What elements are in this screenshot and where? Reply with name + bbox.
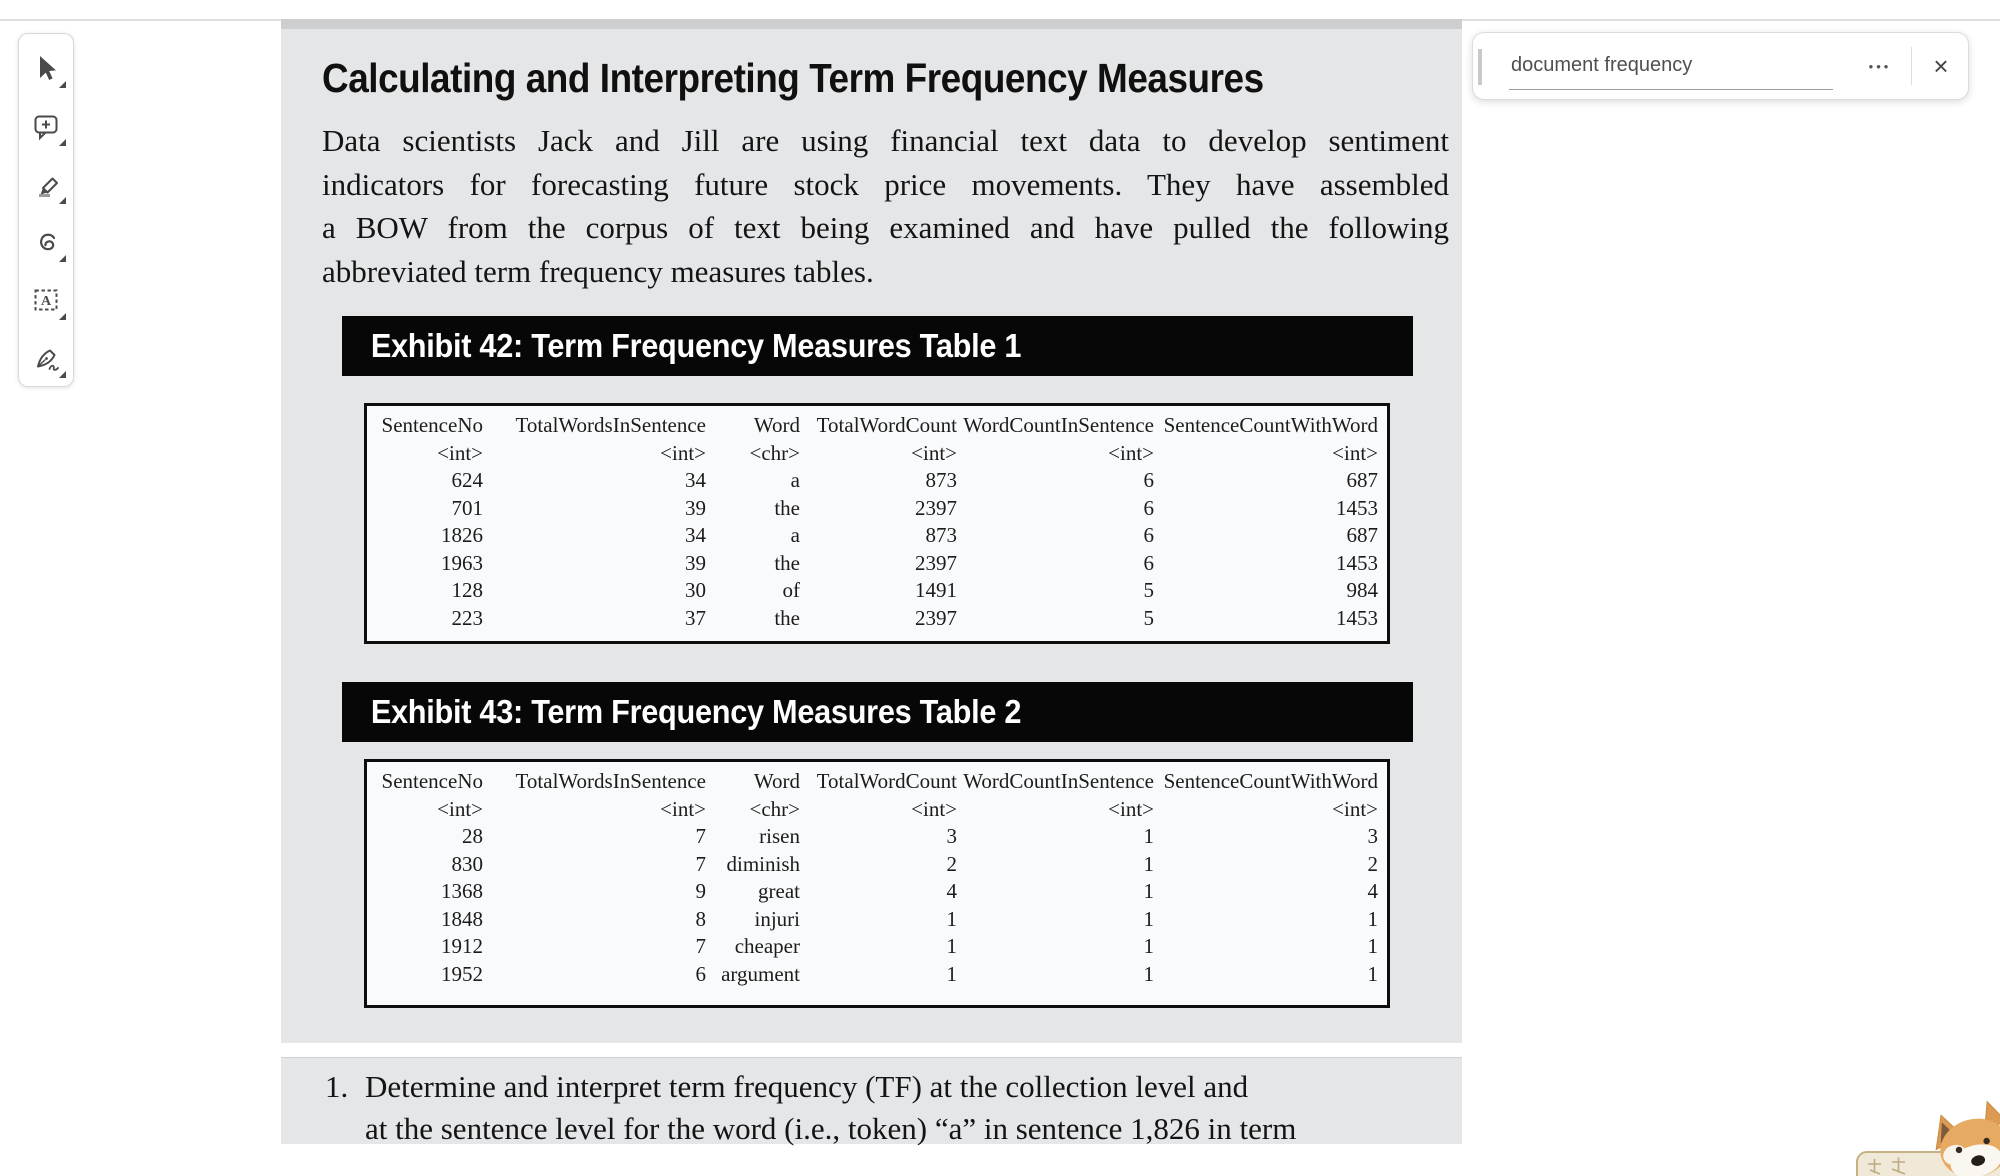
table-cell: 984 — [1346, 578, 1378, 603]
text-selection-icon — [31, 285, 61, 315]
table-cell: 1453 — [1336, 495, 1378, 520]
table-header-row — [367, 412, 1387, 440]
page-gap-bar — [281, 19, 1462, 29]
draw-freehand-tool-button[interactable] — [19, 213, 73, 271]
table-cell: cheaper — [734, 934, 800, 959]
exhibit-42-table — [364, 403, 1390, 644]
table-cell: WordCountInSentence — [963, 413, 1154, 438]
close-icon: × — [1933, 50, 1949, 81]
table-cell: SentenceNo — [381, 769, 483, 794]
highlighter-icon — [31, 169, 61, 199]
table-cell: 9 — [695, 879, 706, 904]
table-cell: 1453 — [1336, 550, 1378, 575]
table-cell: 873 — [925, 468, 957, 493]
table-cell: the — [774, 605, 800, 630]
more-options-button[interactable] — [1857, 33, 1903, 99]
table-cell: <int> — [1108, 796, 1154, 821]
tool-dropdown-indicator — [59, 81, 66, 88]
intro-line: a BOW from the corpus of text being examined and have pulled the following — [322, 210, 1449, 245]
table-cell: 1491 — [915, 578, 957, 603]
tool-dropdown-indicator — [59, 255, 66, 262]
table-cell: 5 — [1143, 578, 1154, 603]
search-input-underline — [1509, 89, 1833, 90]
table-cell: 4 — [946, 879, 957, 904]
table-cell: SentenceNo — [381, 413, 483, 438]
table-row — [367, 961, 1387, 989]
select-text-area-tool-button[interactable] — [19, 271, 73, 329]
search-input[interactable] — [1511, 47, 1829, 83]
table-cell: 624 — [451, 468, 483, 493]
table-cell: 830 — [451, 851, 483, 876]
table-cell: 1 — [1143, 879, 1154, 904]
table-cell: Word — [753, 413, 800, 438]
intro-paragraph — [322, 119, 1449, 293]
table-cell: 34 — [685, 468, 706, 493]
table-header-row — [367, 768, 1387, 796]
exhibit-43-banner — [342, 682, 1413, 742]
table-cell: 6 — [1143, 550, 1154, 575]
table-cell: 873 — [925, 523, 957, 548]
table-cell: 6 — [1143, 495, 1154, 520]
add-comment-tool-button[interactable] — [19, 97, 73, 155]
table-cell: injuri — [754, 906, 800, 931]
table-cell: 1 — [1367, 934, 1378, 959]
tool-dropdown-indicator — [59, 139, 66, 146]
svg-text:A: A — [40, 294, 52, 309]
exhibit-43-table — [364, 759, 1390, 1008]
table-cell: 687 — [1346, 468, 1378, 493]
table-cell: 1826 — [441, 523, 483, 548]
table-cell: risen — [759, 824, 800, 849]
tool-dropdown-indicator — [59, 197, 66, 204]
table-cell: 6 — [1143, 523, 1154, 548]
table-cell: 2397 — [915, 550, 957, 575]
table-row — [367, 605, 1387, 633]
document-viewport — [281, 0, 1462, 1176]
table-cell: 2397 — [915, 605, 957, 630]
table-cell: TotalWordsInSentence — [515, 769, 706, 794]
drag-handle[interactable] — [1478, 49, 1482, 85]
table-row — [367, 577, 1387, 605]
cursor-arrow-icon — [31, 53, 61, 83]
table-cell: a — [790, 523, 800, 548]
table-cell: <int> — [1108, 440, 1154, 465]
table-cell: great — [758, 879, 800, 904]
table-cell: <int> — [437, 796, 483, 821]
exhibit-43-banner-label: Exhibit 43: Term Frequency Measures Table 2 — [370, 693, 1022, 730]
tool-dropdown-indicator — [59, 313, 66, 320]
question-line: Determine and interpret term frequency (TF) at the collection level and — [365, 1069, 1249, 1104]
select-cursor-tool-button[interactable] — [19, 39, 73, 97]
table-cell: the — [774, 495, 800, 520]
table-row — [367, 906, 1387, 934]
table-cell: 687 — [1346, 523, 1378, 548]
table-cell: 7 — [695, 851, 706, 876]
more-options-icon: ••• — [1868, 58, 1892, 74]
table-cell: TotalWordCount — [816, 769, 957, 794]
table-row — [367, 851, 1387, 879]
table-cell: TotalWordCount — [816, 413, 957, 438]
table-cell: 7 — [695, 934, 706, 959]
table-cell: 1 — [1143, 824, 1154, 849]
table-cell: 1 — [946, 906, 957, 931]
table-cell: 1 — [1143, 961, 1154, 986]
table-cell: 1 — [1367, 961, 1378, 986]
table-cell: 2397 — [915, 495, 957, 520]
annotation-toolbar — [18, 33, 74, 387]
shiba-dog-sticker[interactable] — [1840, 1100, 2000, 1176]
table-cell: 8 — [695, 906, 706, 931]
page-title: Calculating and Interpreting Term Frequency Measures — [322, 55, 1264, 101]
table-cell: argument — [721, 961, 800, 986]
table-cell: <int> — [911, 796, 957, 821]
table-cell: 37 — [685, 605, 706, 630]
question-number: 1. — [325, 1069, 349, 1104]
table-cell: 1 — [1143, 851, 1154, 876]
table-cell: 128 — [451, 578, 483, 603]
table-cell: 2 — [946, 851, 957, 876]
table-types-row — [367, 796, 1387, 824]
signature-tool-button[interactable] — [19, 329, 73, 387]
table-cell: 1 — [1143, 934, 1154, 959]
table-cell: 1963 — [441, 550, 483, 575]
document-page — [281, 29, 1462, 1043]
table-cell: 701 — [451, 495, 483, 520]
table-cell: 1368 — [441, 879, 483, 904]
table-cell: 34 — [685, 523, 706, 548]
search-card — [1472, 32, 1969, 100]
tool-dropdown-indicator — [59, 371, 66, 378]
table-row — [367, 878, 1387, 906]
table-cell: 39 — [685, 495, 706, 520]
table-row — [367, 522, 1387, 550]
table-cell: 5 — [1143, 605, 1154, 630]
table-cell: 7 — [695, 824, 706, 849]
table-cell: 39 — [685, 550, 706, 575]
intro-line: Data scientists Jack and Jill are using financial text data to develop sentiment — [322, 123, 1449, 158]
table-cell: 2 — [1367, 851, 1378, 876]
question-text — [365, 1066, 1425, 1150]
table-cell: SentenceCountWithWord — [1163, 769, 1378, 794]
table-cell: the — [774, 550, 800, 575]
table-cell: <int> — [911, 440, 957, 465]
table-cell: <int> — [1332, 440, 1378, 465]
table-cell: 1 — [1143, 906, 1154, 931]
table-row — [367, 933, 1387, 961]
table-cell: 1 — [946, 961, 957, 986]
table-cell: <int> — [660, 440, 706, 465]
table-cell: diminish — [726, 851, 800, 876]
intro-line: abbreviated term frequency measures tables. — [322, 253, 874, 289]
table-cell: 1952 — [441, 961, 483, 986]
table-row — [367, 823, 1387, 851]
question-block — [281, 1057, 1462, 1144]
table-cell: WordCountInSentence — [963, 769, 1154, 794]
table-cell: a — [790, 468, 800, 493]
table-cell: 223 — [451, 605, 483, 630]
table-cell: 1 — [946, 934, 957, 959]
freehand-curve-icon — [31, 227, 61, 257]
table-types-row — [367, 440, 1387, 468]
exhibit-42-banner-label: Exhibit 42: Term Frequency Measures Table 1 — [370, 327, 1022, 364]
table-cell: 4 — [1367, 879, 1378, 904]
close-button[interactable] — [1917, 33, 1965, 99]
highlight-tool-button[interactable] — [19, 155, 73, 213]
add-comment-icon — [31, 111, 61, 141]
table-cell: TotalWordsInSentence — [515, 413, 706, 438]
table-cell: <chr> — [749, 440, 800, 465]
table-cell: 1912 — [441, 934, 483, 959]
table-row — [367, 550, 1387, 578]
table-cell: 1453 — [1336, 605, 1378, 630]
table-row — [367, 467, 1387, 495]
table-cell: <int> — [1332, 796, 1378, 821]
table-cell: 6 — [695, 961, 706, 986]
exhibit-42-banner — [342, 316, 1413, 376]
table-cell: SentenceCountWithWord — [1163, 413, 1378, 438]
vertical-divider — [1911, 47, 1912, 85]
table-cell: Word — [753, 769, 800, 794]
intro-line: indicators for forecasting future stock price movements. They have assembled — [322, 166, 1449, 202]
table-cell: 30 — [685, 578, 706, 603]
table-cell: 1848 — [441, 906, 483, 931]
table-cell: 6 — [1143, 468, 1154, 493]
table-row — [367, 495, 1387, 523]
question-line: at the sentence level for the word (i.e., token) “a” in sentence 1,826 in term — [365, 1111, 1297, 1146]
table-cell: 3 — [946, 824, 957, 849]
table-cell: <int> — [437, 440, 483, 465]
table-cell: 1 — [1367, 906, 1378, 931]
signature-pen-icon — [31, 343, 61, 373]
table-cell: 3 — [1367, 824, 1378, 849]
table-cell: 28 — [462, 824, 483, 849]
table-cell: <chr> — [749, 796, 800, 821]
table-cell: <int> — [660, 796, 706, 821]
table-cell: of — [782, 578, 800, 603]
